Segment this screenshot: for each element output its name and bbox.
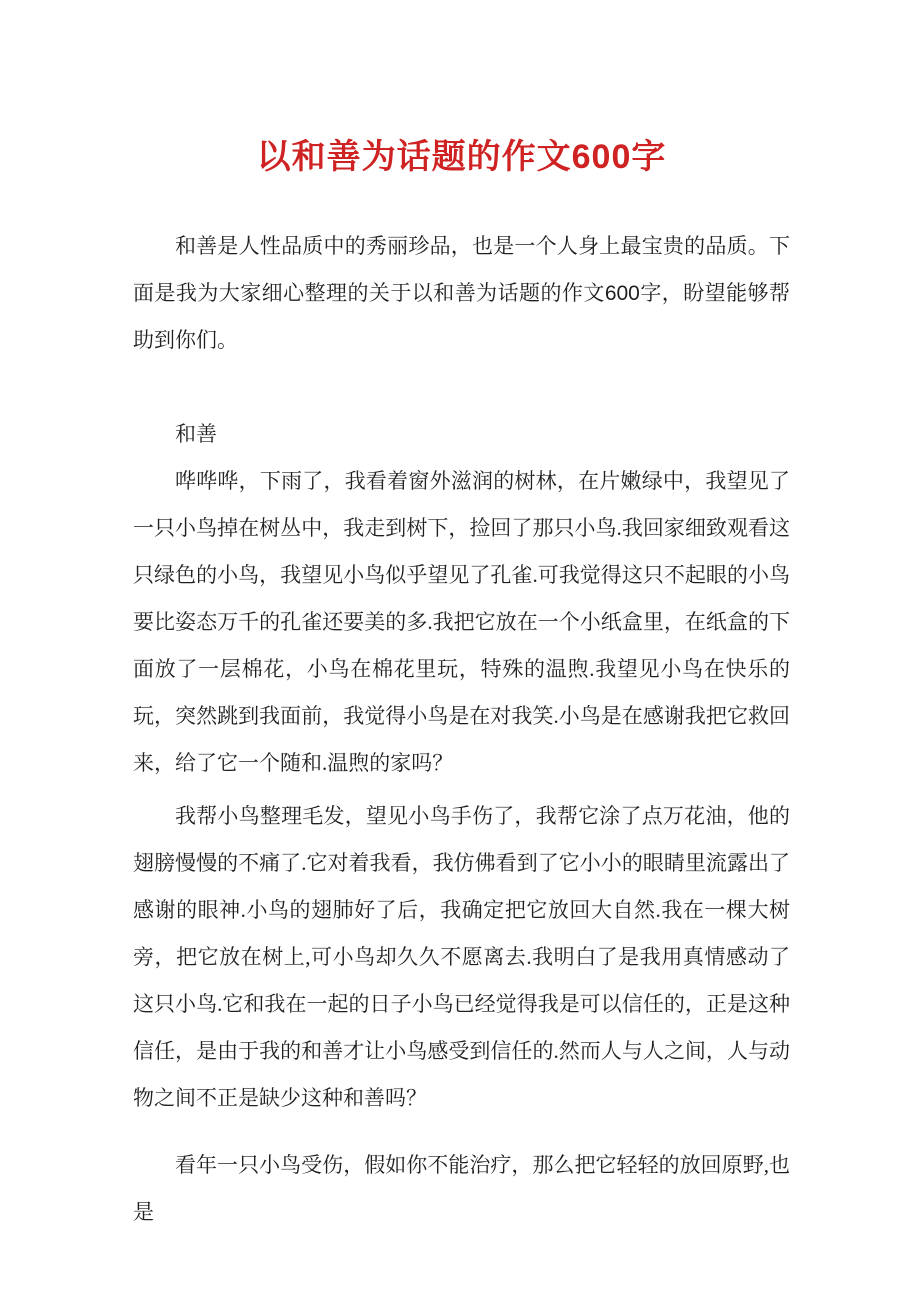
document-title: 以和善为话题的作文600字 xyxy=(256,138,667,176)
essay-paragraph-1: 哗哗哗，下雨了，我看着窗外滋润的树林，在片嫩绿中，我望见了一只小鸟掉在树丛中，我走到树下，捡回了那只小鸟.我回家细致观看这只绿色的小鸟，我望见小鸟似乎望见了孔雀.可我觉得这只不起眼的小鸟要比姿态万千的孔雀还要美的多.我把它放在一个小纸盒里，在纸盒的下面放了一层棉花，小鸟在棉花里玩，特殊的温煦.我望见小鸟在快乐的玩，突然跳到我面前，我觉得小鸟是在对我笑.小鸟是在感谢我把它救回来，给了它一个随和.温煦的家吗？ xyxy=(133,469,790,775)
essay-paragraph-3: 看年一只小鸟受伤，假如你不能治疗，那么把它轻轻的放回原野,也是 xyxy=(133,1153,790,1224)
intro-paragraph: 和善是人性品质中的秀丽珍品，也是一个人身上最宝贵的品质。下面是我为大家细心整理的关于以和善为话题的作文600字，盼望能够帮助到你们。 xyxy=(133,234,791,352)
essay-paragraph-2: 我帮小鸟整理毛发，望见小鸟手伤了，我帮它涂了点万花油，他的翅膀慢慢的不痛了.它对着我看，我仿佛看到了它小小的眼睛里流露出了感谢的眼神.小鸟的翅肺好了后，我确定把它放回大自然.我在一棵大树旁，把它放在树上,可小鸟却久久不愿离去.我明白了是我用真情感动了这只小鸟.它和我在一起的日子小鸟已经觉得我是可以信任的，正是这种信任，是由于我的和善才让小鸟感受到信任的.然而人与人之间，人与动物之间不正是缺少这种和善吗？ xyxy=(133,804,790,1110)
section-heading: 和善 xyxy=(175,422,217,446)
